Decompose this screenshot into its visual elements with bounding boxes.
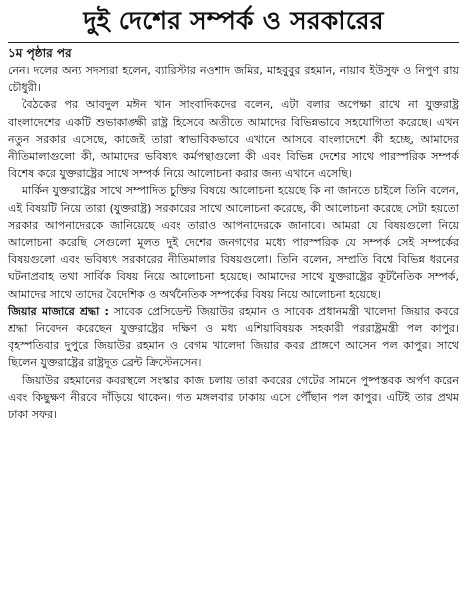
paragraph-text: নেন। দলের অন্য সদস্যরা হলেন, ব্যারিস্টার নওশাদ জমির, মাহবুবুর রহমান, নায়াব ইউসুফ ও নিপুণ রায় চৌধুরী। <box>8 64 459 95</box>
article-paragraph <box>8 96 459 182</box>
article-paragraph <box>8 62 459 96</box>
paragraph-text: বৈঠকের পর আবদুল মঈন খান সাংবাদিকদের বলেন, এটা বলার অপেক্ষা রাখে না যুক্তরাষ্ট্র বাংলাদেশের একটি শুভাকাঙ্ক্ষী রাষ্ট্র হিসেবে অতীতে আমাদের বিভিন্নভাবে সহযোগিতা করেছে। এখন নতুন সরকার এসেছে, কাজেই তারা স্বাভাবিকভাবে এখানে আসবে বাংলাদেশে কী হচ্ছে, আমাদের নীতিমালাগুলো কী, আমাদের ভবিষ্যৎ কর্মপন্থাগুলো কী এবং বিভিন্ন দেশের সাথে পারস্পরিক সম্পর্ক বিশেষ করে যুক্তরাষ্ট্রের সাথে সম্পর্ক নিয়ে আলোচনা করার জন্য এখানে এসেছি। <box>8 98 459 181</box>
headline-divider <box>8 42 459 43</box>
article-paragraph <box>8 303 459 372</box>
subheading-lead: জিয়ার মাজারে শ্রদ্ধা : <box>8 304 109 318</box>
paragraph-text: মার্কিন যুক্তরাষ্ট্রের সাথে সম্পাদিত চুক্তির বিষয়ে আলোচনা হয়েছে কি না জানতে চাইলে তিনি বলেন, এই বিষয়টি নিয়ে তারা (যুক্তরাষ্ট্র) সরকারের সাথে আলোচনা করেছে, কী আলোচনা করেছে সেটা হয়তো সরকার আপনাদেরকে জানিয়েছে এবং তারাও আপনাদেরকে জানাবে। আমরা যে বিষয়গুলো নিয়ে আলোচনা করেছি সেগুলো মূলত দুই দেশের জনগণের মধ্যে পারস্পরিক যে সম্পর্ক সেই সম্পর্কের বিষয়গুলো এবং ভবিষ্যৎ সরকারের নীতিমালার বিষয়গুলো। তিনি বলেন, সম্প্রতি বিশ্বে বিভিন্ন ধরনের ঘটনাপ্রবাহ তথা সার্বিক বিষয় নিয়ে আলোচনা হয়েছে। আমাদের সাথে যুক্তরাষ্ট্রের কূটনৈতিক সম্পর্ক, আমাদের সাথে তাদের বৈদেশিক ও অর্থনৈতিক সম্পর্কের বিষয় নিয়ে আলোচনা হয়েছে। <box>8 184 459 301</box>
article-headline: দুই দেশের সম্পর্ক ও সরকারের <box>83 6 384 35</box>
article-paragraph <box>8 182 459 302</box>
paragraph-text: জিয়াউর রহমানের কবরস্থলে সংস্কার কাজ চলায় তারা কবরের গেটের সামনে পুষ্পস্তবক অর্পণ করেন এবং কিছুক্ষণ নীরবে দাঁড়িয়ে থাকেন। গত মঙ্গলবার ঢাকায় এসে পৌঁছান পল কাপুর। এটিই তার প্রথম ঢাকা সফর। <box>8 373 459 422</box>
paragraph-text: সাবেক প্রেসিডেন্ট জিয়াউর রহমান ও সাবেক প্রধানমন্ত্রী খালেদা জিয়ার কবরে শ্রদ্ধা নিবেদন করেছেন যুক্তরাষ্ট্রের দক্ষিণ ও মধ্য এশিয়াবিষয়ক সহকারী পররাষ্ট্রমন্ত্রী পল কাপুর। বৃহস্পতিবার দুপুরে জিয়াউর রহমান ও বেগম খালেদা জিয়ার কবর প্রাঙ্গণে আসেন পল কাপুর। সাথে ছিলেন যুক্তরাষ্ট্রের রাষ্ট্রদূত ব্রেন্ট ক্রিস্টেনসেন। <box>8 304 459 370</box>
article-paragraph <box>8 372 459 424</box>
continued-from-label: ১ম পৃষ্ঠার পর <box>8 46 72 60</box>
